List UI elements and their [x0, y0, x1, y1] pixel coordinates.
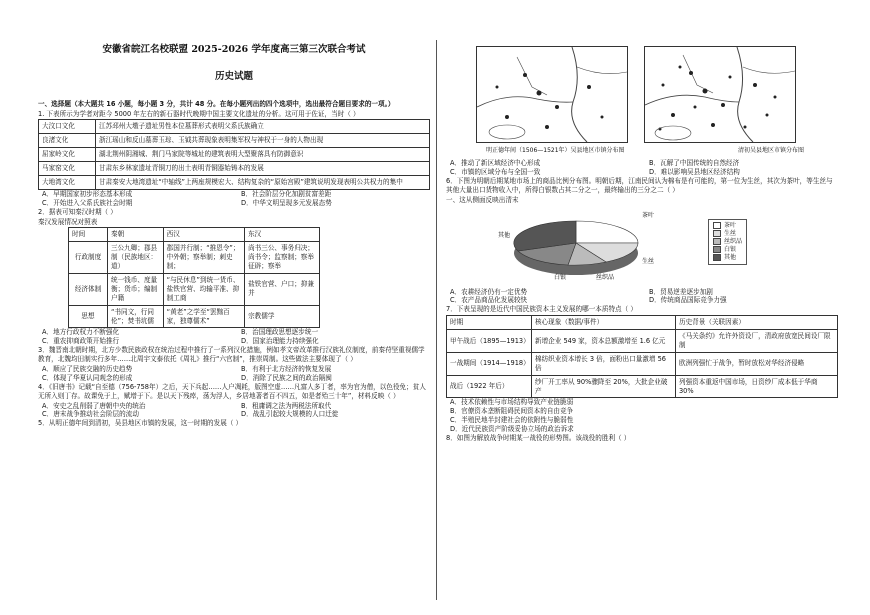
- q6-options: [446, 288, 838, 306]
- legend-item: [713, 246, 742, 254]
- table-cell: 经济体制: [69, 273, 108, 305]
- q5-options: [446, 159, 838, 177]
- option-c: C．体现了华夏认同观念的形成: [42, 373, 133, 382]
- table-header: 秦朝: [108, 228, 164, 242]
- table-cell: 良渚文化: [39, 134, 96, 148]
- table-header: 历史背景（关联因素）: [675, 316, 837, 330]
- q6-pie-figure: [446, 207, 838, 285]
- table-row: [447, 375, 838, 398]
- legend-item: [713, 222, 742, 230]
- legend-item: [713, 238, 742, 246]
- pie-label-silver: 白银: [554, 273, 567, 281]
- table-cell: 郡国并行制；“推恩令”；中外朝；察举制；刺史制；: [163, 242, 244, 274]
- option-b: B．租庸调之法为两税法所取代: [241, 401, 332, 410]
- map-early-qing-drawing: [645, 47, 795, 142]
- option-a: A．早期国家初步形态基本形成: [42, 189, 133, 198]
- table-cell: 尚书三公、事务归决；尚书令；监察制；察举征辟；察举: [245, 242, 320, 274]
- q1-stem: 1. 下表所示为学者对距今 5000 年左右的新石器时代晚期中国主要文化遗址的分析。这可用于佐证，当时（ ）: [38, 109, 360, 118]
- pie-label-silk-goods: 丝织品: [596, 273, 615, 281]
- option-d: D．传统商品国际竞争力强: [649, 296, 727, 305]
- q7-table: [446, 315, 838, 398]
- q8-stem: 8．如图为解放战争时期某一战役的形势图。该战役的胜利（ ）: [446, 434, 631, 443]
- table-cell: 宗教儒学: [245, 305, 320, 328]
- q7-options: [446, 398, 838, 434]
- q2-caption: 秦汉发展情况对照表: [38, 217, 98, 226]
- table-cell: 棉纺织业资本增长 3 倍，面粉出口量激增 56 倍: [532, 352, 676, 375]
- pie-legend: [708, 219, 747, 265]
- table-row: [39, 162, 430, 176]
- right-column: [446, 46, 838, 444]
- exam-title: 安徽省皖江名校联盟 2025-2026 学年度高三第三次联合考试: [102, 44, 366, 55]
- q6-pie-chart: [446, 207, 706, 285]
- q5-stem: 5．从明正德年间到清初，吴县地区市镇的发展，这一时期的发展（ ）: [38, 419, 243, 428]
- option-b: B．瓦解了中国传统的自然经济: [649, 159, 740, 168]
- legend-label: 茶叶: [724, 221, 737, 229]
- option-c: C．农产品商品化发展较快: [450, 296, 528, 305]
- map-left-caption: 明正德年间（1506—1521年）吴县地区市镇分布图: [486, 147, 625, 154]
- table-header: 西汉: [163, 228, 244, 242]
- q2-table: [68, 227, 320, 328]
- option-a: A．安史之乱削弱了唐朝中央的统治: [42, 401, 146, 410]
- section-intro: 一、选择题（本大题共 16 小题，每小题 3 分，共计 48 分。在每小题列出的四个选项中，选出最符合题目要求的一项。）: [38, 99, 395, 108]
- legend-item: [713, 254, 742, 262]
- table-cell: 统一钱币、度量衡；货币；编制户籍: [108, 273, 164, 305]
- legend-item: [713, 230, 742, 238]
- option-a: A．推动了新区域经济中心形成: [450, 159, 541, 168]
- option-c: C．市镇的区域分布与全国一致: [450, 167, 541, 176]
- table-cell: 思想: [69, 305, 108, 328]
- table-cell: 甘肃东乡林家遗址青铜刀的出土表明青铜器始铸本的发展: [96, 162, 430, 176]
- q7-stem: 7．下表呈现的是近代中国民族资本主义发展的哪一本质特点（ ）: [446, 305, 637, 314]
- legend-label: 丝织品: [724, 237, 743, 245]
- table-cell: 甘肃秦安大地湾遗址“中轴线”上两座规模宏大、结构复杂的“原始宫殿”建筑说明发现表明公共权力的集中: [96, 175, 430, 189]
- q3-stem: 3．魏晋南北朝时期，北方少数民族政权在统治过程中推行了一系列汉化措施，例如孝文帝改革推行汉族礼仪制度，前秦苻坚重视儒学教育，北魏均田制实行多年……北周宇文泰依托《周礼》推行“六官制”，推崇周制。这些做法主要体现了（ ）: [38, 346, 425, 364]
- table-cell: 大汶口文化: [39, 120, 96, 134]
- table-cell: 战后（1922 年后）: [447, 375, 532, 398]
- table-cell: 湖北荆州阴湘城、荆门马家院等城址的建筑表明大型聚落具有防御意识: [96, 148, 430, 162]
- q4-options: [38, 402, 430, 420]
- pie-slice-tea: [576, 221, 638, 243]
- q1-table: [38, 119, 430, 189]
- table-header-row: [447, 316, 838, 330]
- table-cell: 浙江瑶山和反山墓葬玉琮、玉钺共葬现象表明集军权与神权于一身的人物出现: [96, 134, 430, 148]
- table-cell: 大地湾文化: [39, 175, 96, 189]
- table-header: 时期: [447, 316, 532, 330]
- map-right-caption: 清初吴县地区市镇分布图: [737, 147, 804, 154]
- table-row: [447, 352, 838, 375]
- legend-label: 白银: [724, 245, 737, 253]
- option-d: D．难以影响吴县地区经济结构: [649, 167, 740, 176]
- pie-label-silk: 生丝: [642, 257, 655, 265]
- pie-label-other: 其他: [498, 231, 511, 239]
- table-row: [39, 134, 430, 148]
- table-header-row: [69, 228, 320, 242]
- table-cell: 一战期间（1914—1918）: [447, 352, 532, 375]
- q2-stem: 2．据表可知秦汉时期（ ）: [38, 207, 117, 216]
- table-header: 时间: [69, 228, 108, 242]
- option-c: C．重农抑商政策开始推行: [42, 337, 120, 346]
- option-a: A．顺应了民族交融的历史趋势: [42, 365, 133, 373]
- q6-stem: 6．下图为明朝后期某地市场上的商品比例分布图。明朝后期，江南民间认为棉布是有可能的，第一位为生丝，其次为茶叶，等生丝与其他大量出口货物收入中，所得白银数占其二分之一，最终输出的三分之二（ ）: [446, 176, 833, 194]
- table-cell: 新增企业 549 家，资本总额激增至 1.6 亿元: [532, 330, 676, 353]
- legend-label: 其他: [724, 253, 737, 261]
- table-row: [69, 242, 320, 274]
- left-column: [38, 40, 430, 429]
- table-cell: 《马关条约》允许外资设厂，清政府放宽民间设厂限制: [675, 330, 837, 353]
- option-d: D．战乱引起较大规模的人口迁徙: [241, 410, 339, 419]
- option-a: A．技术依赖性与市场结构导致产业链脆弱: [450, 398, 574, 407]
- table-cell: 列强资本重返中国市场，日资纱厂成本低于华商 30%: [675, 375, 837, 398]
- table-header: 核心现象（数据/事件）: [532, 316, 676, 330]
- column-divider: [436, 40, 437, 600]
- option-b: B．社会阶层分化加剧贫富差距: [241, 189, 332, 198]
- option-d: D．国家治理能力持续强化: [241, 337, 319, 346]
- table-header: 东汉: [245, 228, 320, 242]
- option-a: A．地方行政权力不断强化: [42, 328, 120, 337]
- table-cell: 江苏邳州大墩子遗址男性本位墓葬形式表明父系氏族确立: [96, 120, 430, 134]
- table-cell: “黄老”之学至“罢黜百家，独尊儒术”: [163, 305, 244, 328]
- table-cell: 甲午战后（1895—1913）: [447, 330, 532, 353]
- table-cell: 行政制度: [69, 242, 108, 274]
- table-cell: “书同文，行同伦”；焚书坑儒: [108, 305, 164, 328]
- option-d: D．消除了民族之间的政治隔阂: [241, 373, 332, 382]
- option-b: B．有利于北方经济的恢复发展: [241, 365, 332, 373]
- table-row: [39, 148, 430, 162]
- table-cell: 盐铁官营、户口；抑兼并: [245, 273, 320, 305]
- map-zhengde-drawing: [477, 47, 627, 142]
- table-row: [69, 273, 320, 305]
- option-c: C．开始进入父系氏族社会时期: [42, 198, 133, 207]
- table-row: [69, 305, 320, 328]
- option-a: A．农耕经济仍有一定优势: [450, 287, 528, 296]
- map-captions: [486, 147, 804, 155]
- q3-options: [38, 365, 430, 383]
- option-b: B．官僚资本垄断阻碍民间资本的自由竞争: [450, 407, 574, 416]
- table-cell: 纱厂开工率从 90%骤降至 20%，大批企业破产: [532, 375, 676, 398]
- table-cell: 三公九卿；郡县制（民族地区：道）: [108, 242, 164, 274]
- option-d: D．近代民族资产阶级妥协立场的政治诉求: [450, 425, 574, 434]
- map-early-qing: [644, 46, 796, 143]
- table-row: [39, 175, 430, 189]
- option-c: C．半殖民地半封建社会的依附性与脆弱性: [450, 416, 574, 425]
- pie-label-tea: 茶叶: [642, 211, 655, 219]
- table-cell: 马家窑文化: [39, 162, 96, 176]
- map-zhengde: [476, 46, 628, 143]
- option-b: B．治国理政思想逐步统一: [241, 328, 319, 337]
- table-cell: 欧洲列强忙于战争，暂时放松对华经济侵略: [675, 352, 837, 375]
- q6-caption: 一、这从侧面反映出清末: [446, 195, 519, 204]
- legend-label: 生丝: [724, 229, 737, 237]
- option-b: B．贸易逆差逐步加剧: [649, 287, 713, 296]
- q1-options: [38, 190, 430, 208]
- option-c: C．唐末战争推动社会阶层的流动: [42, 410, 139, 419]
- q5-maps: [476, 46, 796, 143]
- q4-stem: 4．《旧唐书》记载“自至德（756-758年）之后，天下兵起……人户凋耗，版图空虚……凡富人多丁者，率为官为僧，以色役免；贫人无所入则丁存。故课免于上，赋增于下。是以天下残瘁，荡为浮人，乡居地著者百不四五，如是者殆三十年”，材料反映（ ）: [38, 382, 426, 400]
- table-row: [447, 330, 838, 353]
- table-cell: “与民休息”到统一货币、盐铁官营、均输平准、抑制工商: [163, 273, 244, 305]
- q2-options: [38, 328, 430, 346]
- table-row: [39, 120, 430, 134]
- option-d: D．中华文明呈现多元发展态势: [241, 198, 332, 207]
- table-cell: 屈家岭文化: [39, 148, 96, 162]
- exam-subtitle: 历史试题: [214, 70, 253, 82]
